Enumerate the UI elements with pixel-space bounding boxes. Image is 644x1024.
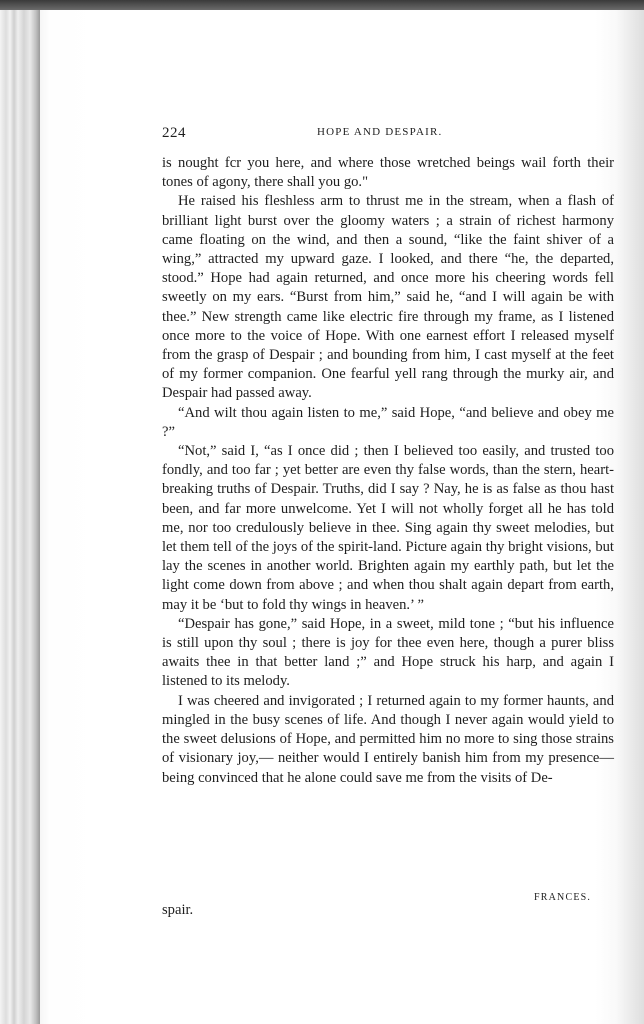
author-signature: FRANCES. [534, 892, 592, 903]
page-number: 224 [162, 125, 186, 141]
paragraph: I was cheered and invigorated ; I returned again to my former haunts, and mingled in the busy scenes of life. And though I never again would yield to the sweet delusions of Hope, and permitted him no more to sing those strains of visionary joy,— neither would I entirely banish him from my presence—being convinced that he alone could save me from the visits of De- [162, 692, 614, 786]
page-header [162, 125, 614, 145]
paragraph: “Not,” said I, “as I once did ; then I believed too easily, and trusted too fondly, and too far ; yet better are even thy false words, than the stern, heart-breaking truths of Despair. Truths, did I say ? Nay, he is as false as thou hast been, and far more unwelcome. Yet I will not wholly forget all he has told me, nor too credulously believe in thee. Sing again thy sweet melodies, but let them tell of the joys of the spirit-land. Picture again thy bright visions, but lay the scenes in another world. Brighten again my earthly path, but let the light come down from above ; and when thou shalt again depart from earth, may it be ‘but to fold thy wings in heaven.’ ” [162, 443, 614, 613]
page-shadow [616, 10, 644, 1024]
paragraph: is nought fcr you here, and where those wretched beings wail forth their tones of agony, there shall you go." [162, 155, 614, 191]
last-word: spair. [162, 902, 194, 918]
book-binding [0, 10, 40, 1024]
paragraph: “Despair has gone,” said Hope, in a sweet, mild tone ; “but his influence is still upon thy soul ; there is joy for thee even here, though a purer bliss awaits thee in that better land ;” and Hope struck his harp, and again I listened to its melody. [162, 615, 614, 690]
paragraph: “And wilt thou again listen to me,” said Hope, “and believe and obey me ?” [162, 404, 614, 440]
body-text [162, 154, 614, 788]
paragraph: He raised his fleshless arm to thrust me in the stream, when a flash of brilliant light burst over the gloomy waters ; a strain of richest harmony came floating on the wind, and then a sound, “like the faint shiver of a wing,” attracted my upward gaze. I looked, and there “he, the departed, stood.” Hope had again returned, and once more his cheering words fell sweetly on my ears. “Burst from him,” said he, “and I will again be with thee.” New strength came like electric fire through my frame, as I listened once more to the voice of Hope. With one earnest effort I released myself from the grasp of Despair ; and bounding from him, I cast myself at the feet of my former companion. One fearful yell rang through the murky air, and Despair had passed away. [162, 193, 614, 402]
running-head: HOPE AND DESPAIR. [317, 126, 443, 138]
scanner-edge [0, 0, 644, 10]
